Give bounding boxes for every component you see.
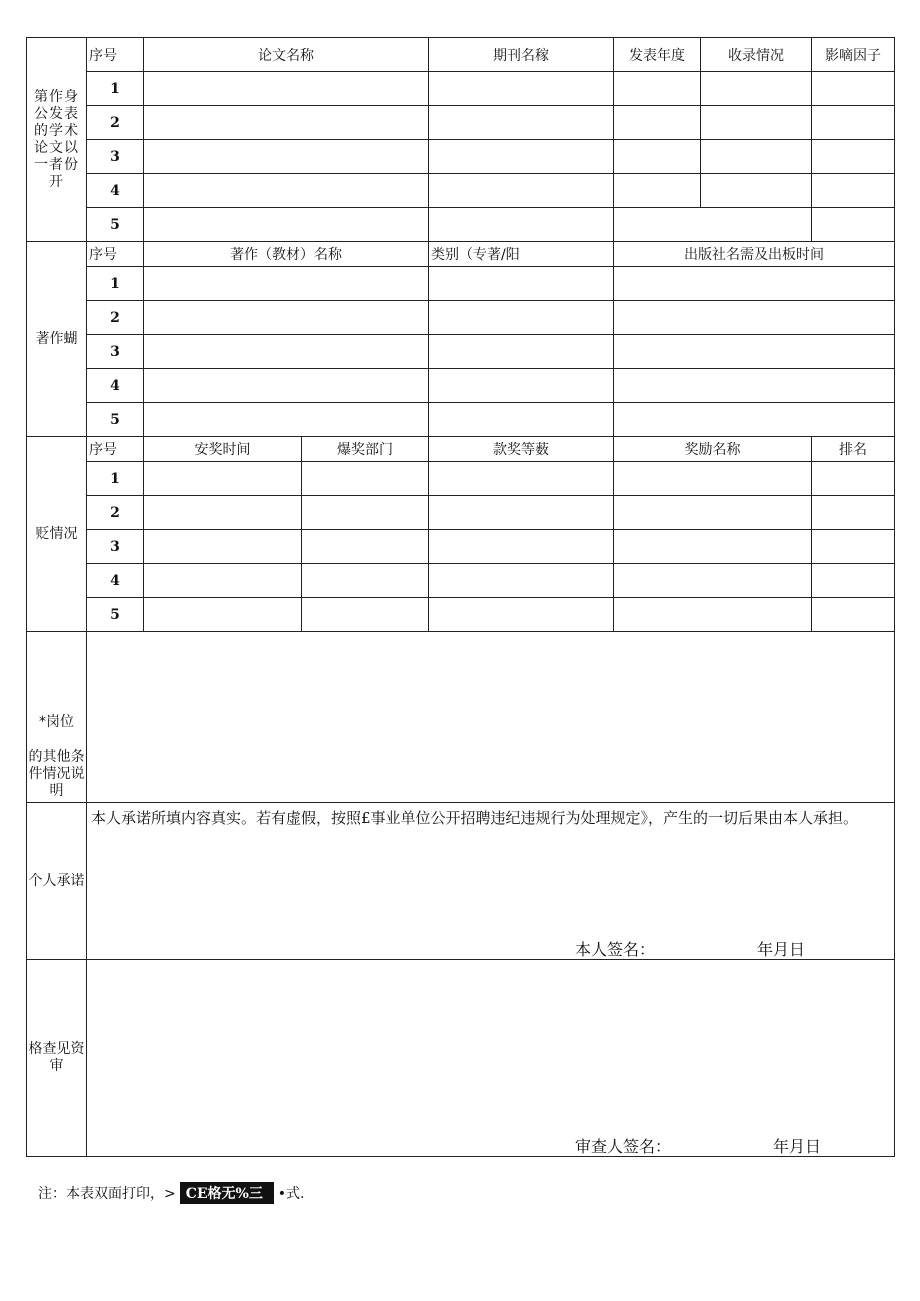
papers-col-index: 序号 — [87, 38, 144, 72]
year-cell[interactable] — [614, 174, 701, 208]
publisher-cell[interactable] — [614, 301, 895, 335]
note-redacted-box: CE格无%三 — [180, 1182, 274, 1204]
work-title-cell[interactable] — [144, 369, 429, 403]
award-dept-cell[interactable] — [302, 564, 429, 598]
indexing-cell[interactable] — [701, 174, 812, 208]
row-number: 1 — [87, 462, 144, 496]
paper-title-cell[interactable] — [144, 72, 429, 106]
review-date-label: 年月日 — [773, 1137, 822, 1156]
year-cell[interactable] — [614, 72, 701, 106]
award-dept-cell[interactable] — [302, 598, 429, 632]
work-title-cell[interactable] — [144, 301, 429, 335]
award-name-cell[interactable] — [614, 598, 812, 632]
award-level-cell[interactable] — [429, 496, 614, 530]
work-title-cell[interactable] — [144, 335, 429, 369]
award-dept-cell[interactable] — [302, 462, 429, 496]
award-time-cell[interactable] — [144, 564, 302, 598]
publisher-cell[interactable] — [614, 403, 895, 437]
other-conditions-field[interactable] — [87, 632, 895, 803]
award-rank-cell[interactable] — [812, 564, 895, 598]
awards-col-level: 款奖等薮 — [429, 437, 614, 462]
awards-section-label: 贬情况 — [27, 437, 87, 632]
award-name-cell[interactable] — [614, 530, 812, 564]
award-time-cell[interactable] — [144, 496, 302, 530]
award-rank-cell[interactable] — [812, 530, 895, 564]
indexing-cell[interactable] — [701, 106, 812, 140]
review-signature-label: 审查人签名： — [575, 1137, 672, 1156]
table-row — [27, 369, 895, 403]
impact-cell[interactable] — [812, 208, 895, 242]
application-form-table — [26, 37, 895, 1157]
papers-col-impact: 影嘀因子 — [812, 38, 895, 72]
note-suffix: •式. — [277, 1186, 305, 1202]
other-conditions-label — [27, 632, 87, 803]
impact-cell[interactable] — [812, 140, 895, 174]
award-time-cell[interactable] — [144, 598, 302, 632]
year-cell[interactable] — [614, 106, 701, 140]
pledge-field — [87, 803, 895, 960]
other-conditions-row — [27, 632, 895, 803]
works-col-index: 序号 — [87, 242, 144, 267]
row-number: 5 — [87, 208, 144, 242]
journal-cell[interactable] — [429, 174, 614, 208]
award-time-cell[interactable] — [144, 530, 302, 564]
papers-section-label: 第作身公发表的学术论文以一者份开 — [27, 38, 87, 242]
award-rank-cell[interactable] — [812, 462, 895, 496]
table-row — [27, 106, 895, 140]
award-level-cell[interactable] — [429, 564, 614, 598]
table-row — [27, 530, 895, 564]
table-row — [27, 267, 895, 301]
impact-cell[interactable] — [812, 174, 895, 208]
table-row — [27, 208, 895, 242]
award-name-cell[interactable] — [614, 462, 812, 496]
award-rank-cell[interactable] — [812, 598, 895, 632]
papers-header-row — [27, 38, 895, 72]
pledge-signature-label: 本人签名： — [575, 940, 656, 959]
journal-cell[interactable] — [429, 106, 614, 140]
paper-title-cell[interactable] — [144, 106, 429, 140]
journal-cell[interactable] — [429, 140, 614, 174]
publisher-cell[interactable] — [614, 369, 895, 403]
row-number: 3 — [87, 335, 144, 369]
review-field[interactable] — [87, 960, 895, 1157]
other-conditions-label-line2: 的其他条件情况说明 — [28, 749, 85, 799]
table-row — [27, 335, 895, 369]
paper-title-cell[interactable] — [144, 140, 429, 174]
award-name-cell[interactable] — [614, 496, 812, 530]
work-title-cell[interactable] — [144, 267, 429, 301]
category-cell[interactable] — [429, 369, 614, 403]
other-conditions-label-line1: *岗位 — [39, 714, 74, 730]
indexing-cell[interactable] — [701, 72, 812, 106]
publisher-cell[interactable] — [614, 267, 895, 301]
award-level-cell[interactable] — [429, 462, 614, 496]
award-name-cell[interactable] — [614, 564, 812, 598]
row-number: 2 — [87, 106, 144, 140]
review-label: 格查见资审 — [27, 960, 87, 1157]
awards-col-department: 爆奖部门 — [302, 437, 429, 462]
row-number: 3 — [87, 530, 144, 564]
year-cell[interactable] — [614, 140, 701, 174]
awards-col-index: 序号 — [87, 437, 144, 462]
award-rank-cell[interactable] — [812, 496, 895, 530]
row-number: 1 — [87, 72, 144, 106]
footer-note — [38, 1182, 304, 1204]
category-cell[interactable] — [429, 267, 614, 301]
work-title-cell[interactable] — [144, 403, 429, 437]
impact-cell[interactable] — [812, 106, 895, 140]
table-row — [27, 496, 895, 530]
works-col-title: 著作（教材）名称 — [144, 242, 429, 267]
papers-col-indexing: 收录情况 — [701, 38, 812, 72]
table-row — [27, 174, 895, 208]
papers-col-year: 发表年度 — [614, 38, 701, 72]
note-prefix: 注：本表双面打印，> — [38, 1186, 176, 1202]
awards-col-rank: 排名 — [812, 437, 895, 462]
awards-col-time: 安奖时间 — [144, 437, 302, 462]
publisher-cell[interactable] — [614, 335, 895, 369]
works-header-row — [27, 242, 895, 267]
award-time-cell[interactable] — [144, 462, 302, 496]
pledge-text: 本人承诺所填内容真实。若有虚假，按照£事业单位公开招聘违纪违规行为处理规定》，产生的一切后果由本人承担。 — [91, 809, 859, 827]
table-row — [27, 301, 895, 335]
row-number: 1 — [87, 267, 144, 301]
award-dept-cell[interactable] — [302, 530, 429, 564]
award-dept-cell[interactable] — [302, 496, 429, 530]
paper-title-cell[interactable] — [144, 208, 429, 242]
row-number: 3 — [87, 140, 144, 174]
table-row — [27, 403, 895, 437]
pledge-row — [27, 803, 895, 960]
category-cell[interactable] — [429, 403, 614, 437]
journal-cell[interactable] — [429, 72, 614, 106]
works-col-category: 类别（专著/阳 — [429, 242, 614, 267]
journal-cell[interactable] — [429, 208, 614, 242]
row-number: 4 — [87, 369, 144, 403]
works-col-publisher: 出版社名需及出板时间 — [614, 242, 895, 267]
row-number: 4 — [87, 174, 144, 208]
row-number: 2 — [87, 301, 144, 335]
papers-col-title: 论文名称 — [144, 38, 429, 72]
pledge-date-label: 年月日 — [757, 940, 806, 959]
review-row — [27, 960, 895, 1157]
award-level-cell[interactable] — [429, 530, 614, 564]
paper-title-cell[interactable] — [144, 174, 429, 208]
table-row — [27, 598, 895, 632]
impact-cell[interactable] — [812, 72, 895, 106]
category-cell[interactable] — [429, 301, 614, 335]
table-row — [27, 462, 895, 496]
papers-col-journal: 期刊名稼 — [429, 38, 614, 72]
table-row — [27, 72, 895, 106]
row-number: 2 — [87, 496, 144, 530]
pledge-label: 个人承诺 — [27, 803, 87, 960]
awards-col-name: 奖励名称 — [614, 437, 812, 462]
year-indexing-cell[interactable] — [614, 208, 812, 242]
table-row — [27, 140, 895, 174]
award-level-cell[interactable] — [429, 598, 614, 632]
indexing-cell[interactable] — [701, 140, 812, 174]
row-number: 5 — [87, 598, 144, 632]
works-section-label: 著作蝴 — [27, 242, 87, 437]
row-number: 5 — [87, 403, 144, 437]
row-number: 4 — [87, 564, 144, 598]
awards-header-row — [27, 437, 895, 462]
table-row — [27, 564, 895, 598]
category-cell[interactable] — [429, 335, 614, 369]
